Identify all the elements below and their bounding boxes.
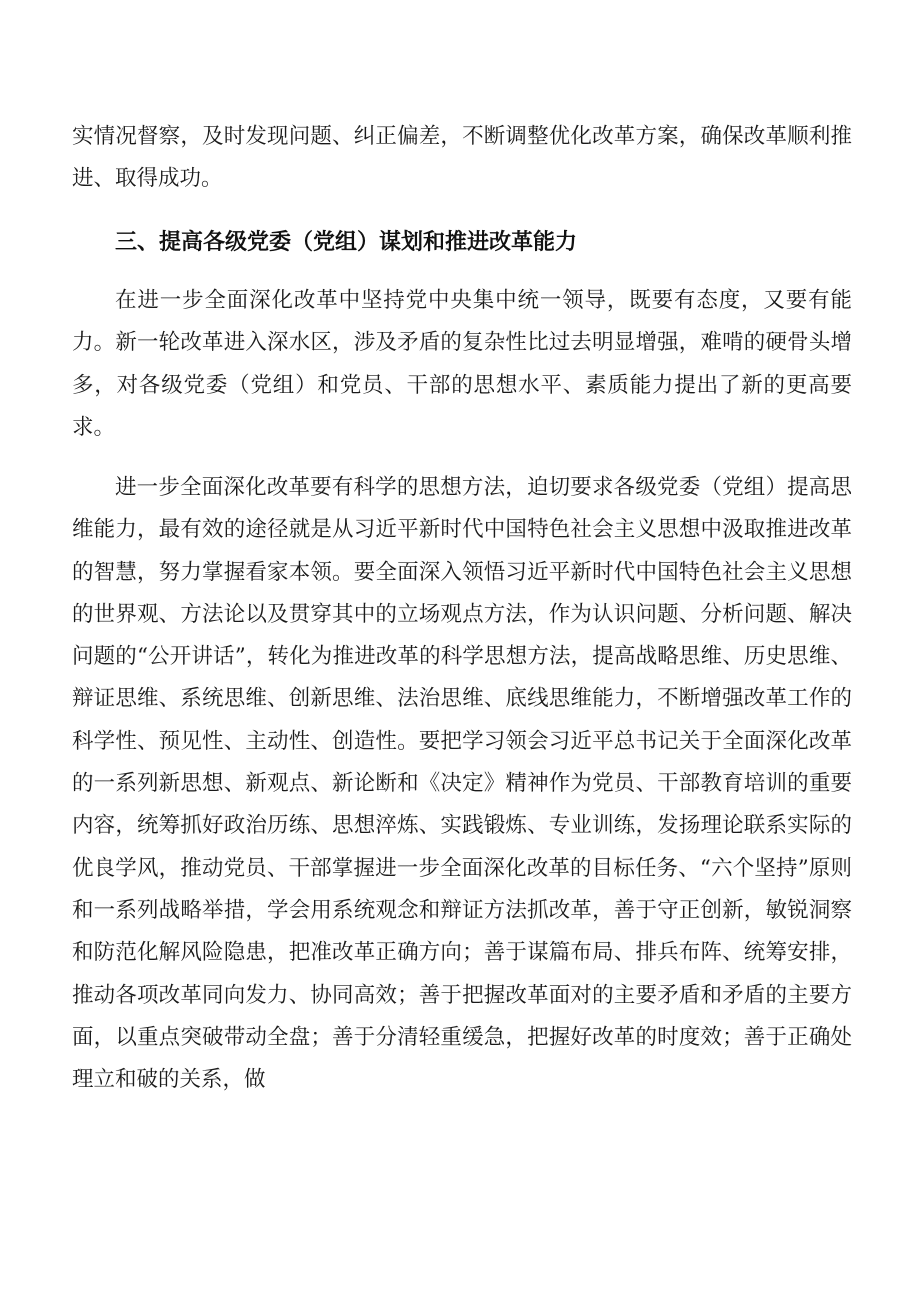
paragraph-1: 在进一步全面深化改革中坚持党中央集中统一领导，既要有态度，又要有能力。新一轮改革进入深水区，涉及矛盾的复杂性比过去明显增强，难啃的硬骨头增多，对各级党委（党组）和党员、干部的思想水平、素质能力提出了新的更高要求。 [72, 288, 852, 440]
paragraph-2: 进一步全面深化改革要有科学的思想方法，迫切要求各级党委（党组）提高思维能力，最有效的途径就是从习近平新时代中国特色社会主义思想中汲取推进改革的智慧，努力掌握看家本领。要全面深入领悟习近平新时代中国特色社会主义思想的世界观、方法论以及贯穿其中的立场观点方法，作为认识问题、分析问题、解决问题的“公开讲话”，转化为推进改革的科学思想方法，提高战略思维、历史思维、辩证思维、系统思维、创新思维、法治思维、底线思维能力，不断增强改革工作的科学性、预见性、主动性、创造性。要把学习领会习近平总书记关于全面深化改革的一系列新思想、新观点、新论断和《决定》精神作为党员、干部教育培训的重要内容，统筹抓好政治历练、思想淬炼、实践锻炼、专业训练，发扬理论联系实际的优良学风，推动党员、干部掌握进一步全面深化改革的目标任务、“六个坚持”原则和一系列战略举措，学会用系统观念和辩证方法抓改革，善于守正创新，敏锐洞察和防范化解风险隐患，把准改革正确方向；善于谋篇布局、排兵布阵、统筹安排，推动各项改革同向发力、协同高效；善于把握改革面对的主要矛盾和矛盾的主要方面，以重点突破带动全盘；善于分清轻重缓急，把握好改革的时度效；善于正确处理立和破的关系，做 [72, 475, 852, 1093]
section-heading: 三、提高各级党委（党组）谋划和推进改革能力 [115, 230, 578, 255]
continued-paragraph: 实情况督察，及时发现问题、纠正偏差，不断调整优化改革方案，确保改革顺利推进、取得成功。 [72, 124, 852, 192]
